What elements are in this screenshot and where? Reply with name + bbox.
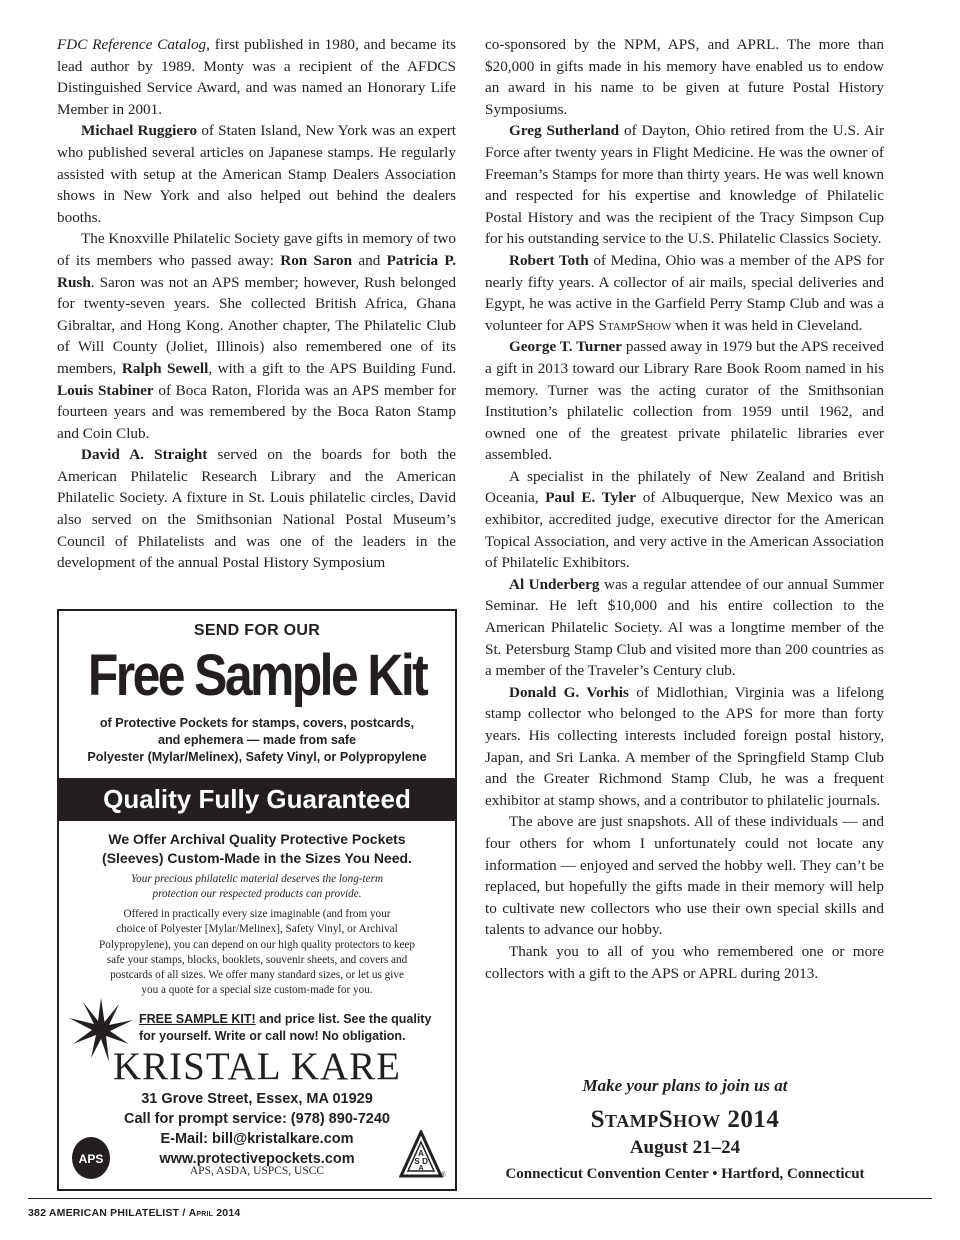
- article-paragraph: FDC Reference Catalog, first published in 1980, and became its lead author by 1989. Monty was a recipient of the AFDCS Distinguished Service Award, and was named an Honorary Life Member in 2001.: [57, 36, 456, 118]
- article-paragraph: Donald G. Vorhis of Midlothian, Virginia was a lifelong stamp collector who belonged to the APS for more than forty years. His collecting interests included foreign postal history, Japan, and Sri Lanka. A member of the Springfield Stamp Club and the Greater Richmond Stamp Club, he was a frequent exhibitor at stamp shows, and a contributor to philatelic journals.: [485, 683, 884, 809]
- svg-text:®: ®: [440, 1172, 446, 1179]
- ad-body-line: choice of Polyester [Mylar/Melinex], Safety Vinyl, or Archival: [116, 923, 398, 936]
- aps-logo-text: APS: [78, 1152, 104, 1166]
- article-column-right: [485, 34, 884, 984]
- ad-email: E-Mail: bill@kristalkare.com: [160, 1131, 354, 1147]
- ad-address: 31 Grove Street, Essex, MA 01929: [141, 1091, 373, 1107]
- ad-free-rest: and price list. See the quality: [255, 1012, 432, 1026]
- article-paragraph: Michael Ruggiero of Staten Island, New York was an expert who published several articles on Japanese stamps. He regularly assisted with setup at the American Stamp Dealers Association shows in New York and also helped out behind the dealers booths.: [57, 122, 456, 226]
- ad-subheadline-line: of Protective Pockets for stamps, covers, postcards,: [99, 716, 415, 730]
- ad-website: www.protectivepockets.com: [159, 1151, 355, 1167]
- promo-invitation: Make your plans to join us at: [582, 1076, 788, 1095]
- footer-folio: 382 AMERICAN PHILATELIST /: [28, 1207, 189, 1219]
- kristal-kare-advertisement: [57, 609, 457, 1191]
- ad-body-text: [73, 907, 441, 999]
- article-paragraph: co-sponsored by the NPM, APS, and APRL. The more than $20,000 in gifts made in his memory have enabled us to endow an award in his name to be given at future Postal History Symposiums.: [485, 36, 884, 118]
- footer-divider: [28, 1198, 932, 1199]
- article-paragraph: The Knoxville Philatelic Society gave gifts in memory of two of its members who passed away: Ron Saron and Patricia P. Rush. Saron was not an APS member; however, Rush belonged for twenty-seven years. She collected British Africa, Ghana Gibraltar, and Hong Kong. Another chapter, The Philatelic Club of Will County (Joliet, Illinois) also remembered one of its members, Ralph Sewell, with a gift to the APS Building Fund. Louis Stabiner of Boca Raton, Florida was an APS member for fourteen years and was remembered by the Boca Raton Stamp and Coin Club.: [57, 230, 457, 442]
- ad-body-line: postcards of all sizes. We offer many standard sizes, or let us give: [110, 969, 404, 982]
- svg-text:D: D: [422, 1157, 428, 1166]
- aps-logo: [71, 1136, 111, 1180]
- ad-affiliations: APS, ASDA, USPCS, USCC: [189, 1165, 325, 1177]
- ad-phone: Call for prompt service: (978) 890-7240: [124, 1111, 390, 1127]
- ad-free-line2: for yourself. Write or call now! No obligation.: [139, 1029, 406, 1043]
- stampshow-promo: [485, 1075, 885, 1185]
- ad-subheadline-line: Polyester (Mylar/Melinex), Safety Vinyl, or Polypropylene: [87, 750, 427, 764]
- article-column-left: [57, 34, 456, 574]
- ad-body-line: safe your stamps, blocks, booklets, souvenir sheets, and covers and: [106, 953, 408, 966]
- promo-venue: Connecticut Convention Center • Hartford, Connecticut: [505, 1166, 865, 1182]
- article-paragraph: The above are just snapshots. All of these individuals — and four others for whom I unfortunately could not locate any information — enjoyed and served the hobby well. They can’t be replaced, but hopefully the gifts made in their memory will help to cultivate new collectors who use their own special skills and talents to advance our hobby.: [485, 813, 884, 939]
- svg-text:A: A: [418, 1165, 424, 1172]
- ad-contact-info: [59, 1089, 455, 1169]
- article-paragraph: George T. Turner passed away in 1979 but the APS received a gift in 2013 toward our Library Rare Book Room named in his memory. Turner was the acting curator of the Smithsonian Institution’s philatelic collection from 1959 until 1962, and owned one of the greatest private philatelic libraries ever assembled.: [485, 338, 884, 464]
- article-paragraph: Greg Sutherland of Dayton, Ohio retired from the U.S. Air Force after twenty years in Flight Medicine. He was the owner of Freeman’s Stamps for more than thirty years. He was well known and respected for his expertise and knowledge of Philatelic Postal History and was the recipient of the Tracy Simpson Cup for his outstanding service to the U.S. Philatelic Classics Society.: [485, 122, 884, 248]
- article-paragraph: David A. Straight served on the boards for both the American Philatelic Research Library and the American Philatelic Society. A fixture in St. Louis philatelic circles, David also served on the Smithsonian National Postal Museum’s Council of Philatelists and was one of the leaders in the development of the annual Postal History Symposium: [57, 446, 456, 572]
- ad-free-sample-link: FREE SAMPLE KIT!: [139, 1012, 256, 1026]
- svg-text:S: S: [414, 1157, 420, 1166]
- ad-body-line: you a quote for a special size custom-made for you.: [141, 984, 373, 997]
- ad-precious-line: Your precious philatelic material deserves the long-term: [130, 873, 384, 885]
- ad-precious-line: protection our respected products can provide.: [152, 888, 362, 900]
- article-paragraph: Thank you to all of you who remembered one or more collectors with a gift to the APS or APRL during 2013.: [485, 942, 884, 982]
- ad-company-name: KRISTAL KARE: [112, 1045, 401, 1088]
- footer-month: April: [188, 1207, 214, 1219]
- asda-logo: [399, 1130, 447, 1180]
- article-paragraph: A specialist in the philately of New Zealand and British Oceania, Paul E. Tyler of Albuquerque, New Mexico was an exhibitor, accredited judge, executive director for the American Topical Association, and very active in the American Association of Philatelic Exhibitors.: [485, 467, 884, 572]
- article-paragraph: Al Underberg was a regular attendee of our annual Summer Seminar. He left $10,000 and his entire collection to the American Philatelic Society. Al was a longtime member of the St. Petersburg Stamp Club and visited more than 200 countries as a member of the Traveler’s Century club.: [485, 575, 884, 680]
- ad-offer-line: (Sleeves) Custom-Made in the Sizes You Need.: [102, 850, 412, 866]
- footer-year: 2014: [213, 1207, 241, 1219]
- ad-quality-banner: Quality Fully Guaranteed: [59, 778, 455, 821]
- ad-free-sample-offer: [139, 1011, 449, 1045]
- ad-offer-line: We Offer Archival Quality Protective Pockets: [108, 831, 406, 847]
- ad-subheadline-line: and ephemera — made from safe: [157, 733, 357, 747]
- article-paragraph: Robert Toth of Medina, Ohio was a member of the APS for nearly fifty years. A collector of air mails, special deliveries and Egypt, he was active in the Garfield Perry Stamp Club and was a volunteer for APS StampShow when it was held in Cleveland.: [485, 251, 885, 334]
- ad-offer-text: [69, 830, 445, 868]
- ad-body-line: Polypropylene), you can depend on our high quality protectors to keep: [99, 938, 415, 951]
- ad-precious-text: [99, 872, 415, 902]
- ad-subheadline: [69, 715, 445, 766]
- svg-text:A: A: [418, 1149, 424, 1158]
- ad-headline: Free Sample Kit: [87, 643, 427, 708]
- ad-body-line: Offered in practically every size imaginable (and from your: [123, 908, 391, 920]
- promo-event-name: StampShow 2014: [590, 1106, 780, 1133]
- page-footer: [28, 1207, 240, 1219]
- promo-dates: August 21–24: [629, 1137, 741, 1158]
- ad-send-for-our: SEND FOR OUR: [193, 622, 321, 639]
